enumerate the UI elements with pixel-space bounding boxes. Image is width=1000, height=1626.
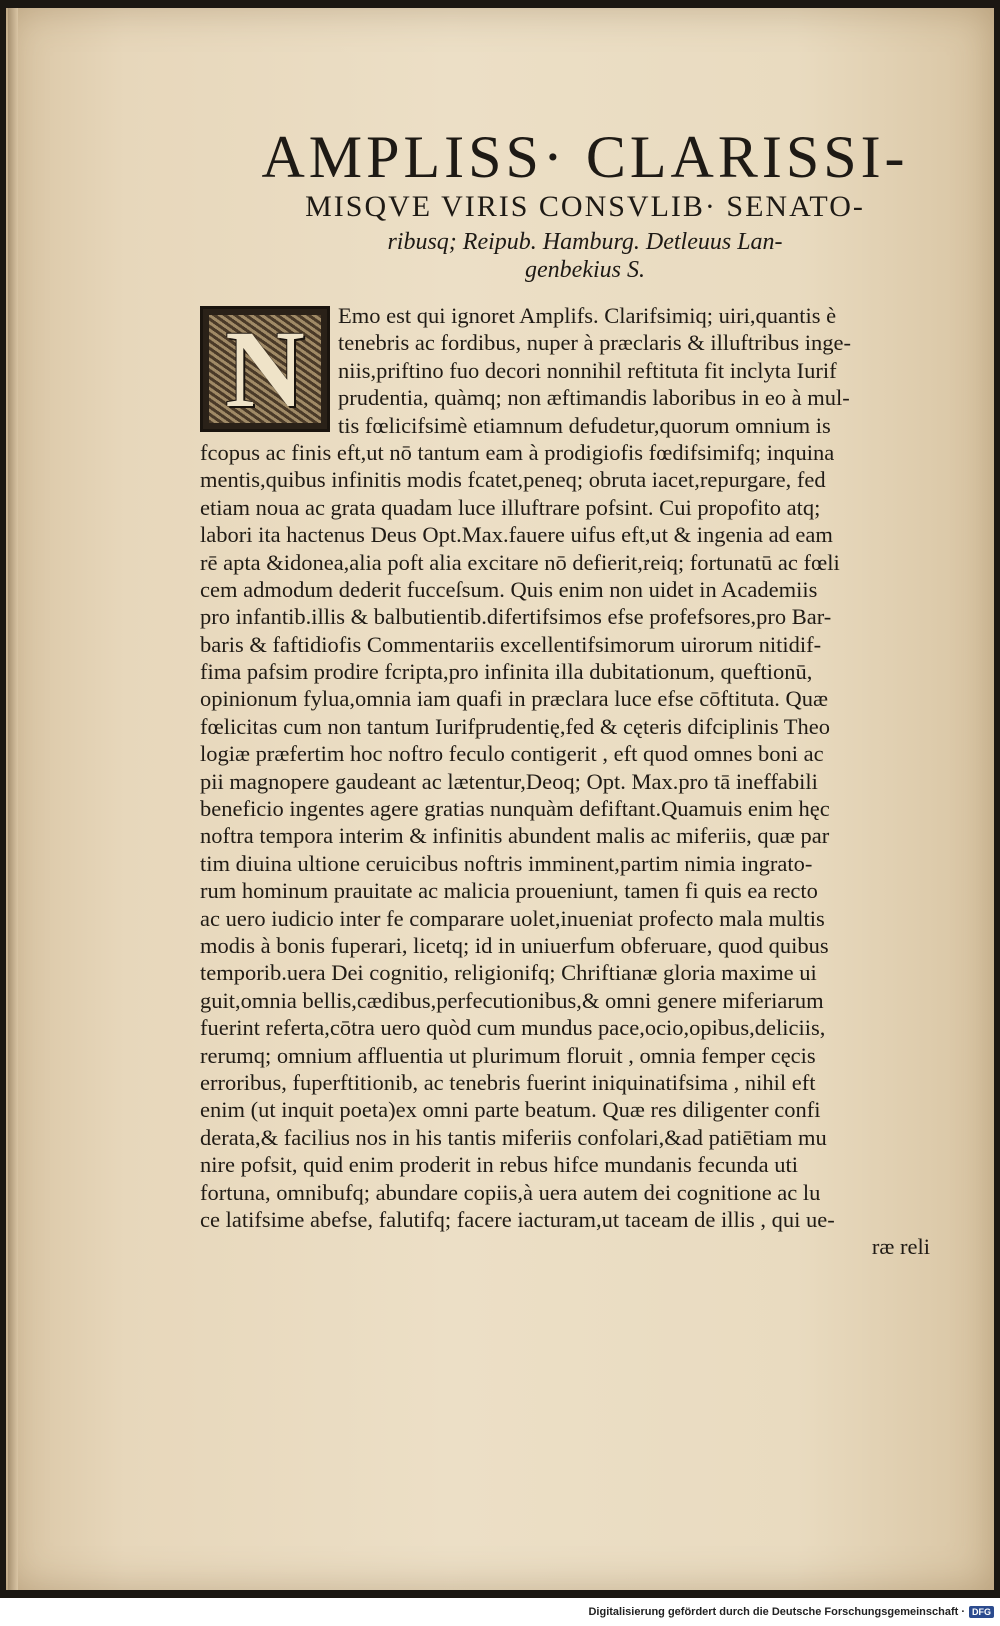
text-line: pii magnopere gaudeant ac lætentur,Deoq; Opt. Max.pro tā ineffabili (200, 768, 818, 794)
text-line: niis,priftino fuo decori nonnihil reftituta fit inclyta Iurif (338, 357, 837, 383)
page-binding-edge (8, 8, 18, 1590)
text-line: Emo est qui ignoret Amplifs. Clarifsimiq; uiri,quantis è (338, 303, 837, 328)
text-line: pro infantib.illis & balbutientib.difertifsimos efse profefsores,pro Bar- (200, 604, 832, 630)
text-line: erroribus, fuperftitionib, ac tenebris fuerint iniquinatifsima , nihil eft (200, 1069, 816, 1095)
text-line: opinionum fylua,omnia iam quafi in præclara luce efse cōftituta. Quæ (200, 686, 828, 712)
text-line: rē apta &idonea,alia poft alia excitare nō defierit,reiq; fortunatū ac fœli (200, 549, 840, 575)
catchword: ræ reli (871, 1234, 930, 1260)
text-line: logiæ præfertim hoc noftro feculo contigerit , eft quod omnes boni ac (200, 741, 824, 767)
text-line: beneficio ingentes agere gratias nunquàm defiftant.Quamuis enim hęc (200, 796, 830, 822)
text-line: ce latifsime abefse, falutifq; facere iacturam,ut taceam de illis , qui ue- (200, 1206, 835, 1232)
text-line: rum hominum prauitate ac malicia proueniunt, tamen fi quis ea recto (200, 878, 818, 904)
text-line: tis fœlicifsimè etiamnum defudetur,quorum omnium is (338, 412, 831, 438)
text-line: fima pafsim prodire fcripta,pro infinita illa dubitationum, queftionū, (200, 659, 813, 685)
footer-credit: Digitalisierung gefördert durch die Deutsche Forschungsgemeinschaft · (588, 1606, 965, 1618)
text-line: labori ita hactenus Deus Opt.Max.fauere uifus eft,ut & ingenia ad eam (200, 522, 833, 548)
heading-line-3: ribusq; Reipub. Hamburg. Detleuus Lan- (387, 229, 783, 255)
text-line: guit,omnia bellis,cædibus,perfecutionibus,& omni genere miferiarum (200, 987, 824, 1013)
heading-line-2: MISQVE VIRIS CONSVLIB· SENATO- (305, 190, 865, 223)
body-text (200, 302, 940, 1261)
text-line: enim (ut inquit poeta)ex omni parte beatum. Quæ res diligenter confi (200, 1097, 821, 1123)
text-line: modis à bonis fuperari, licetq; id in uniuerfum obferuare, quod quibus (200, 932, 829, 958)
text-line: cem admodum dederit fucceſsum. Quis enim non uidet in Academiis (200, 576, 818, 602)
text-line: tim diuina ultione ceruicibus noftris imminent,partim nimia ingrato- (200, 850, 813, 876)
text-line: baris & faftidiofis Commentariis excellentifsimorum uirorum nitidif- (200, 631, 822, 657)
initial-letter: N (225, 308, 305, 430)
text-line: rerumq; omnium affluentia ut plurimum floruit , omnia femper cęcis (200, 1042, 816, 1068)
text-line: prudentia, quàmq; non æftimandis laboribus in eo à mul- (338, 385, 850, 411)
text-line: fortuna, omnibufq; abundare copiis,à uera autem dei cognitione ac lu (200, 1179, 821, 1205)
text-line: fcopus ac finis eft,ut nō tantum eam à prodigiofis fœdifsimifq; inquina (200, 439, 835, 465)
text-line: temporib.uera Dei cognitio, religionifq; Chriftianæ gloria maxime ui (200, 960, 817, 986)
dfg-logo: DFG (969, 1606, 994, 1618)
text-line: derata,& facilius nos in his tantis miferiis confolari,&ad patiētiam mu (200, 1124, 827, 1150)
heading-line-4: genbekius S. (525, 257, 645, 283)
text-line: mentis,quibus infinitis modis fcatet,peneq; obruta iacet,repurgare, fed (200, 467, 826, 493)
text-line: noftra tempora interim & infinitis abundent malis ac miferiis, quæ par (200, 823, 830, 849)
text-line: nire pofsit, quid enim proderit in rebus hifce mundanis fecunda uti (200, 1152, 798, 1178)
heading-line-1: AMPLISS· CLARISSI- (261, 124, 909, 190)
text-line: fuerint referta,cōtra uero quòd cum mundus pace,ocio,opibus,deliciis, (200, 1015, 826, 1041)
digitization-footer (0, 1598, 1000, 1626)
text-line: ac uero iudicio inter fe comparare uolet,inueniat profecto mala multis (200, 905, 825, 931)
dedication-heading (200, 126, 970, 284)
text-line: etiam noua ac grata quadam luce illuftrare pofsint. Cui propofito atq; (200, 494, 821, 520)
text-line: fœlicitas cum non tantum Iurifprudentię,fed & cęteris difciplinis Theo (200, 713, 831, 739)
text-line: tenebris ac fordibus, nuper à præclaris & illuftribus inge- (338, 330, 851, 356)
